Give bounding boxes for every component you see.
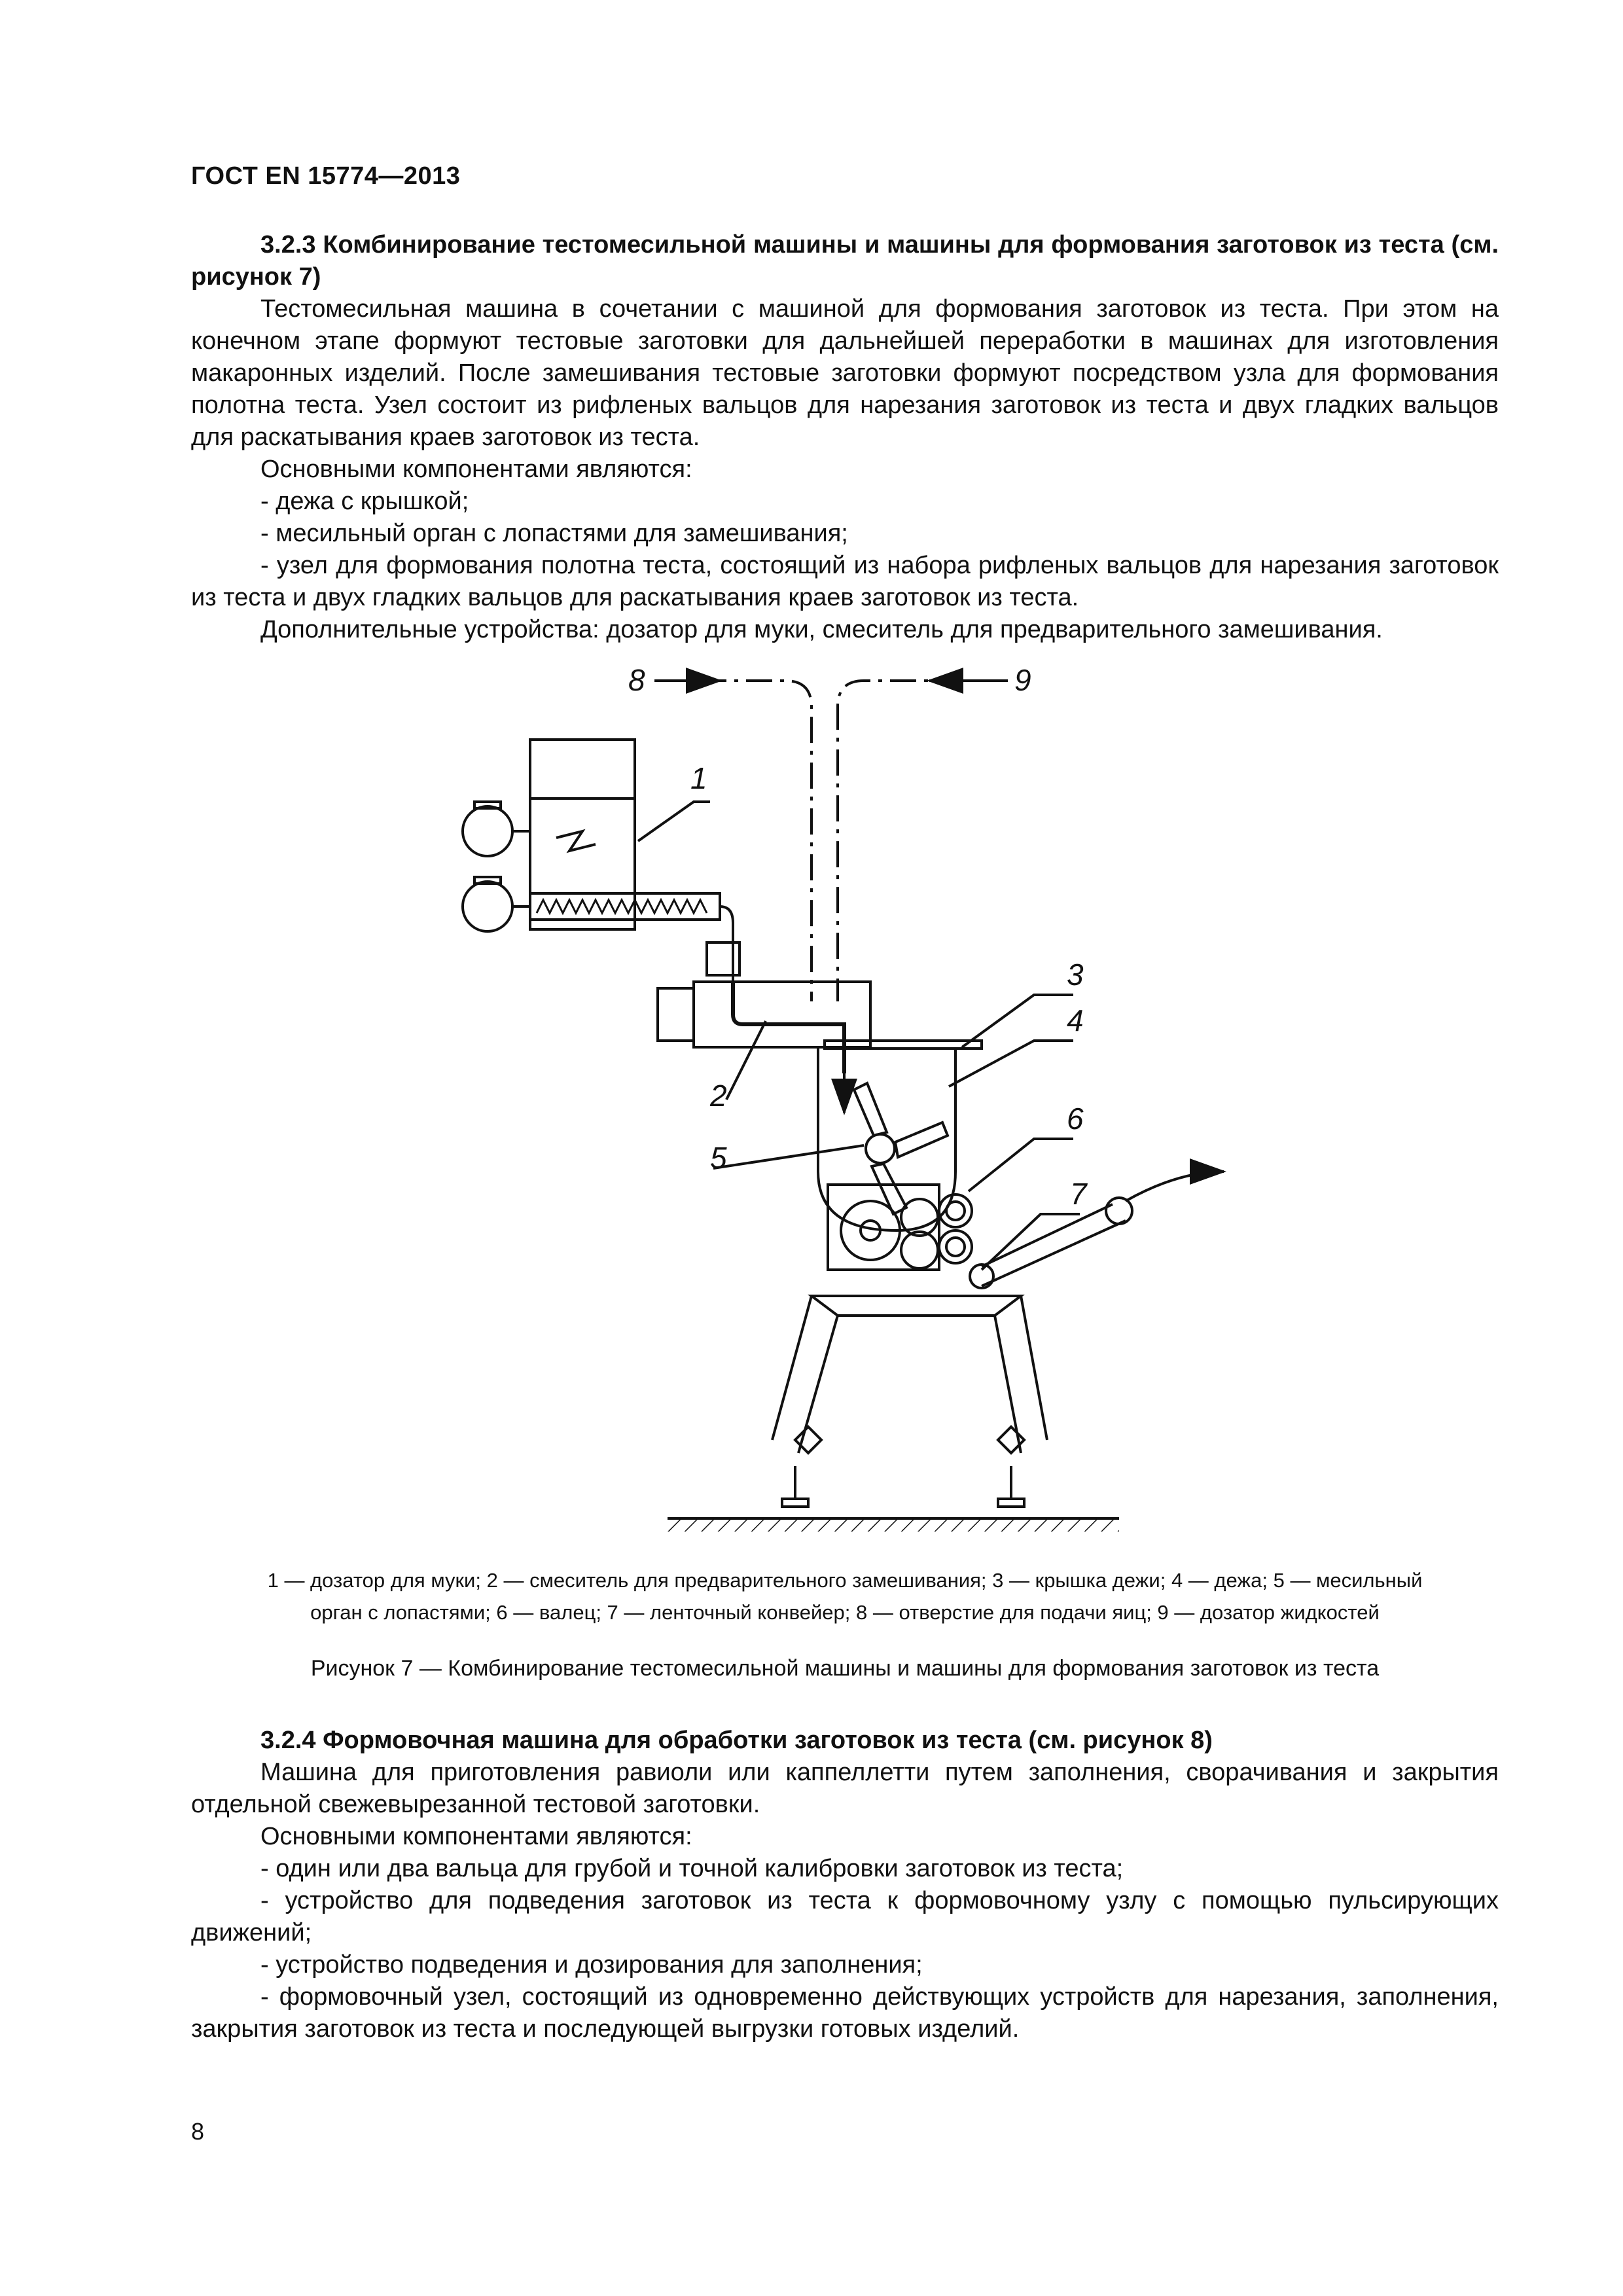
motor-upper [463, 806, 512, 856]
smooth-roller-lower [939, 1230, 972, 1263]
stand-legs [772, 1296, 1047, 1453]
figure-7-title: Рисунок 7 — Комбинирование тестомесильной машины и машины для формования заготовок из теста [310, 1656, 1380, 1681]
premixer-motor [658, 988, 694, 1041]
bowl-lid [825, 1041, 982, 1049]
components-intro: Основными компонентами являются: [260, 456, 692, 483]
label-8: 8 [628, 663, 645, 697]
list-item: - месильный орган с лопастями для замешивания; [260, 520, 848, 547]
list-item: - формовочный узел, состоящий из одновременно действующих устройств для нарезания, заполнения, закрытия заготовок из теста и последующей выгрузки готовых изделий. [191, 1983, 1499, 2043]
legend-line: 1 — дозатор для муки; 2 — смеситель для предварительного замешивания; 3 — крышка дежи; 4 — дежа; 5 — месильный [267, 1569, 1423, 1592]
paragraph: Тестомесильная машина в сочетании с машиной для формования заготовок из теста. При этом на конечном этапе формуют тестовые заготовки для дальнейшей переработки в машинах для изготовления макаронных изделий. После замешивания тестовые заготовки формуют посредством узла для формования полотна теста. Узел состоит из рифленых вальцов для нарезания заготовок из теста и двух гладких вальцов для раскатывания краев заготовок из теста. [191, 295, 1499, 451]
page-number: 8 [191, 2118, 205, 2145]
kneading-blade-hub [866, 1134, 895, 1163]
motor-lower [463, 882, 512, 931]
label-9: 9 [1014, 663, 1031, 697]
section-title: 3.2.3 Комбинирование тестомесильной машины и машины для формования заготовок из теста (см. рисунок 7) [191, 231, 1499, 291]
belt-conveyor [982, 1204, 1126, 1286]
components-intro: Основными компонентами являются: [260, 1823, 692, 1850]
kneading-bowl [818, 1049, 955, 1230]
figure-7-legend [191, 1564, 1499, 1628]
liquid-dosing-line [838, 681, 1008, 1001]
paragraph: Машина для приготовления равиоли или каппеллетти путем заполнения, сворачивания и закрытия отдельной свежевырезанной тестовой заготовки. [191, 1759, 1499, 1818]
section-title: 3.2.4 Формовочная машина для обработки заготовок из теста (см. рисунок 8) [260, 1727, 1213, 1754]
machine-base [812, 1296, 1021, 1316]
list-item: - дежа с крышкой; [260, 488, 469, 515]
label-6: 6 [1067, 1102, 1084, 1136]
legend-line: орган с лопастями; 6 — валец; 7 — ленточный конвейер; 8 — отверстие для подачи яиц; 9 — дозатор жидкостей [310, 1601, 1380, 1624]
label-3: 3 [1067, 958, 1084, 992]
list-item: - один или два вальца для грубой и точной калибровки заготовок из теста; [260, 1855, 1124, 1882]
label-5: 5 [710, 1141, 727, 1175]
label-4: 4 [1067, 1003, 1084, 1037]
flour-doser-body [530, 798, 635, 929]
label-2: 2 [710, 1079, 727, 1113]
document-code-header: ГОСТ EN 15774—2013 [191, 162, 461, 190]
label-1: 1 [690, 761, 707, 795]
list-item: - устройство подведения и дозирования для заполнения; [260, 1951, 923, 1979]
label-7: 7 [1070, 1177, 1087, 1211]
section-3-2-4 [191, 1725, 1499, 2045]
additional-devices: Дополнительные устройства: дозатор для муки, смеситель для предварительного замешивания. [260, 616, 1383, 643]
list-item: - устройство для подведения заготовок из теста к формовочному узлу с помощью пульсирующих движений; [191, 1887, 1499, 1946]
list-item: - узел для формования полотна теста, состоящий из набора рифленых вальцов для нарезания заготовок из теста и двух гладких вальцов для раскатывания краев заготовок из теста. [191, 552, 1499, 611]
flour-hopper-top [530, 740, 635, 798]
